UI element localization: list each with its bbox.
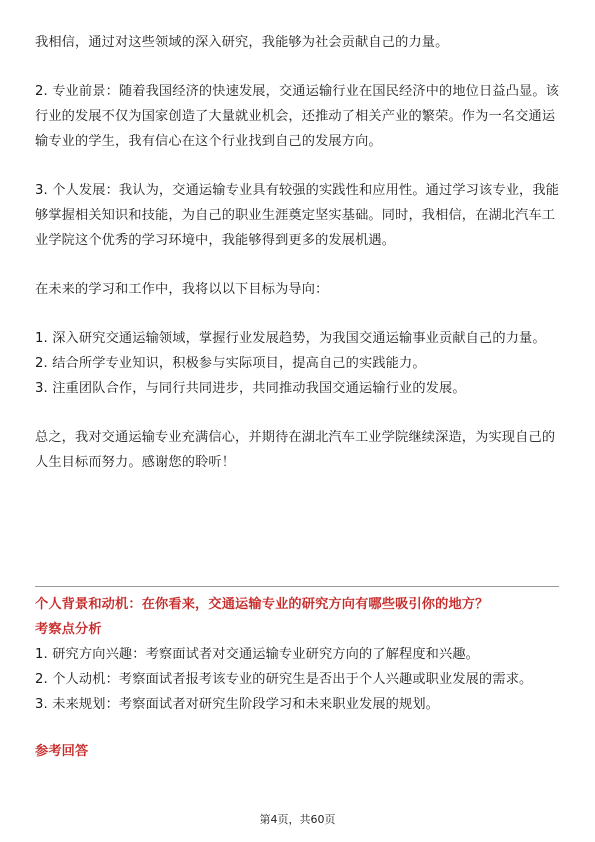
question-section — [35, 592, 563, 764]
goal-item-2: 2. 结合所学专业知识，积极参与实际项目，提高自己的实践能力。 — [35, 356, 426, 371]
question-title: 个人背景和动机：在你看来，交通运输专业的研究方向有哪些吸引你的地方？ — [35, 597, 489, 612]
conclusion-paragraph: 总之，我对交通运输专业充满信心，并期待在湖北汽车工业学院继续深造，为实现自己的人生目标而努力。感谢您的聆听！ — [35, 430, 556, 470]
goal-item-3: 3. 注重团队合作，与同行共同进步，共同推动我国交通运输行业的发展。 — [35, 381, 466, 396]
point-2-paragraph: 2. 专业前景：随着我国经济的快速发展，交通运输行业在国民经济中的地位日益凸显。该行业的发展不仅为国家创造了大量就业机会，还推动了相关产业的繁荣。作为一名交通运输专业的学生，我有信心在这个行业找到自己的发展方向。 — [35, 84, 560, 149]
analysis-heading: 考察点分析 — [35, 622, 102, 637]
goal-item-1: 1. 深入研究交通运输领域，掌握行业发展趋势，为我国交通运输事业贡献自己的力量。 — [35, 331, 546, 346]
point-3-paragraph: 3. 个人发展：我认为，交通运输专业具有较强的实践性和应用性。通过学习该专业，我能够掌握相关知识和技能，为自己的职业生涯奠定坚实基础。同时，我相信，在湖北汽车工业学院这个优秀的学习环境中，我能够得到更多的发展机遇。 — [35, 183, 560, 248]
intro-paragraph: 我相信，通过对这些领域的深入研究，我能够为社会贡献自己的力量。 — [35, 35, 449, 50]
goals-intro: 在未来的学习和工作中，我将以以下目标为导向： — [35, 282, 329, 297]
analysis-item-2: 2. 个人动机：考察面试者报考该专业的研究生是否出于个人兴趣或职业发展的需求。 — [35, 672, 533, 687]
analysis-item-1: 1. 研究方向兴趣：考察面试者对交通运输专业研究方向的了解程度和兴趣。 — [35, 647, 480, 662]
answer-heading: 参考回答 — [35, 744, 89, 759]
section-divider — [35, 586, 559, 587]
analysis-item-3: 3. 未来规划：考察面试者对研究生阶段学习和未来职业发展的规划。 — [35, 697, 440, 712]
answer-body — [35, 30, 563, 475]
page-number: 第4页，共60页 — [259, 813, 336, 826]
